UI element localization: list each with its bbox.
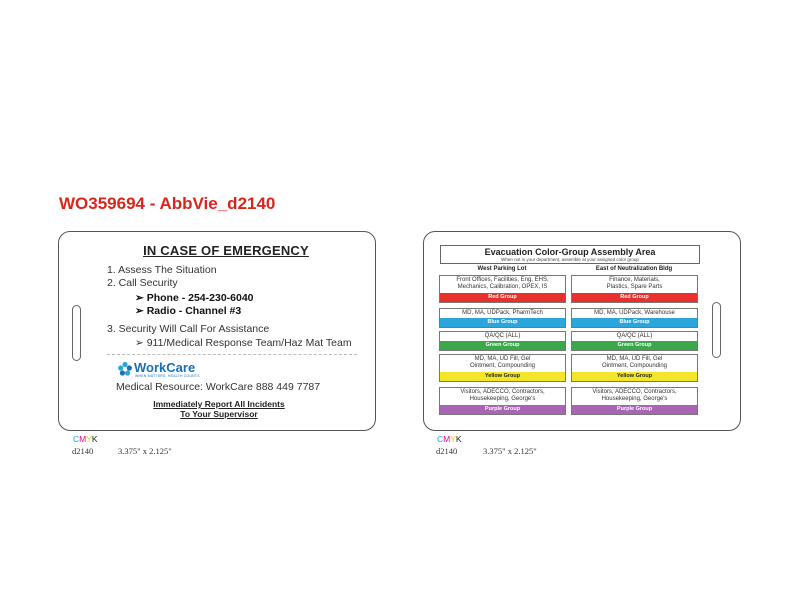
evacuation-title: Evacuation Color-Group Assembly Area [484,247,656,257]
logo-name: WorkCare [134,360,196,375]
group-description-line: MD, MA, UDPack, PharmTech [462,310,543,316]
bullet-phone: ➢ Phone - 254-230-6040 [135,292,254,304]
group-description-line: Mechanics, Calibration, OPEX, IS [457,284,548,290]
code-front: d2140 [72,446,94,456]
emergency-title: IN CASE OF EMERGENCY [143,243,309,258]
group-description-line: Housekeeping, George's [469,396,536,402]
group-description [572,389,697,403]
group-label: Purple Group [572,405,697,414]
front-card [58,231,376,431]
group-box [571,331,698,351]
group-box [439,308,566,328]
group-description-line: Ointment, Compounding [601,363,668,369]
group-description-line: MD, MA, UD Fill, Gel [606,356,663,362]
size-front: 3.375" x 2.125" [118,446,172,456]
group-box [439,354,566,382]
group-box [439,275,566,303]
step-security-assist: 3. Security Will Call For Assistance [107,323,270,335]
group-description [440,277,565,291]
column-header-east: East of Neutralization Bldg [595,266,673,272]
group-description [440,356,565,370]
group-description-line: QA/QC (ALL) [484,333,521,339]
workcare-flower-icon [117,361,133,377]
medical-resource: Medical Resource: WorkCare 888 449 7787 [116,381,321,393]
group-description-line: Housekeeping, George's [601,396,668,402]
group-description [572,277,697,291]
group-box [439,331,566,351]
group-description-line: Finance, Materials, [609,277,660,283]
step-assess: 1. Assess The Situation [107,264,217,276]
cmyk-mark-back: CMYK [437,434,462,444]
group-label: Yellow Group [572,372,697,381]
column-header-west: West Parking Lot [477,266,527,272]
cmyk-mark-front: CMYK [73,434,98,444]
group-label: Red Group [572,293,697,302]
group-label: Red Group [440,293,565,302]
group-label: Green Group [572,341,697,350]
group-box [571,275,698,303]
group-box [439,387,566,415]
group-description [572,356,697,370]
group-description-line: Plastics, Spare Parts [606,284,663,290]
report-line-1: Immediately Report All Incidents [153,399,285,409]
logo-tagline: WHEN MATTERS, HEALTH COUNTS [135,374,200,378]
group-label: Yellow Group [440,372,565,381]
group-box [571,308,698,328]
card-slot-left [72,305,81,361]
group-description [440,389,565,403]
group-description-line: Visitors, ADECCO, Contractors, [460,389,545,395]
group-description [440,333,565,340]
group-label: Blue Group [440,318,565,327]
group-box [571,354,698,382]
group-description-line: Ointment, Compounding [469,363,536,369]
group-description-line: Front Offices, Facilities, Eng, EHS, [456,277,549,283]
group-description-line: QA/QC (ALL) [616,333,653,339]
group-label: Blue Group [572,318,697,327]
work-order-title: WO359694 - AbbVie_d2140 [59,194,276,213]
group-description [572,333,697,340]
group-description-line: MD, MA, UD Fill, Gel [474,356,531,362]
code-back: d2140 [436,446,458,456]
report-line-2: To Your Supervisor [180,409,258,419]
group-description-line: Visitors, ADECCO, Contractors, [592,389,677,395]
group-description-line: MD, MA, UDPack, Warehouse [594,310,675,316]
card-slot-right [712,302,721,358]
evacuation-header [440,245,700,264]
group-label: Purple Group [440,405,565,414]
group-label: Green Group [440,341,565,350]
step-call-security: 2. Call Security [107,277,178,289]
back-card [423,231,741,431]
bullet-911: ➢ 911/Medical Response Team/Haz Mat Team [135,337,352,349]
evacuation-subtitle: When not in your department, assemble at your assigned color group [501,257,639,262]
group-description [572,310,697,317]
group-box [571,387,698,415]
group-description [440,310,565,317]
bullet-radio: ➢ Radio - Channel #3 [135,305,242,317]
size-back: 3.375" x 2.125" [483,446,537,456]
divider [107,354,357,355]
